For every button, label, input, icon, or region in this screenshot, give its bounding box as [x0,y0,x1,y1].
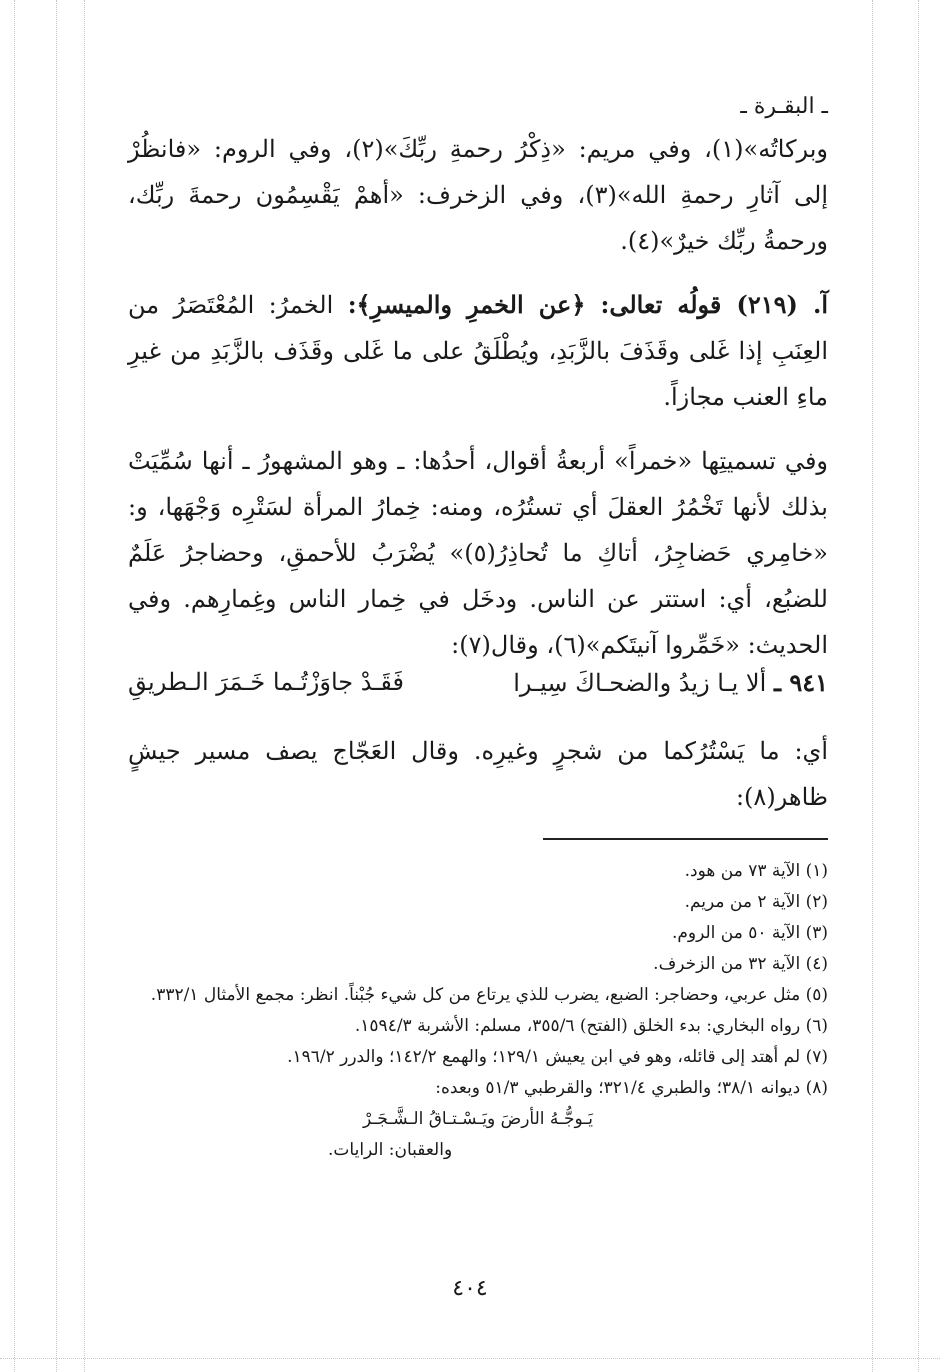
page-number: ٤٠٤ [452,1276,488,1301]
footnote-item: (٤) الآية ٣٢ من الزخرف. [653,954,828,974]
footnote-gloss: والعقبان: الرايات. [328,1140,453,1160]
verse-second-hemistich: فَقَـدْ جاوَزْتُـما خَـمَرَ الـطريقِ [128,668,404,696]
main-text [128,126,828,668]
main-text-continued [128,728,828,820]
scan-guide-line [872,0,873,1372]
scan-guide-line [84,0,85,1372]
scan-guide-line [918,0,919,1372]
paragraph-3: وفي تسميتِها «خمراً» أربعةُ أقوال، أحدُها: ـ وهو المشهورُ ـ أنها سُمِّيَتْ بذلك لأنها تَخْمُرُ العقلَ أي تستُرُه، ومنه: خِمارُ المرأة لسَتْرِه وَجْهَها، و: «خامِري حَضاجِرُ، أتاكِ ما تُحاذِرُ(٥)» يُضْرَبُ للأحمقِ، وحضاجرُ عَلَمٌ للضبُع، أي: استتر عن الناس. ودخَل في خِمار الناس وغِمارِهم. وفي الحديث: «خَمِّروا آنيتَكم»(٦)، وقال(٧): [128,447,828,659]
footnote-item: (١) الآية ٧٣ من هود. [684,861,828,881]
verse-heading: آ. (٢١٩) قولُه تعالى: ﴿عن الخمرِ والميسرِ﴾: [347,290,829,319]
paragraph-1: وبركاتُه»(١)، وفي مريم: «ذِكْرُ رحمةِ ربِّكَ»(٢)، وفي الروم: «فانظُرْ إلى آثارِ رحمةِ الله»(٣)، وفي الزخرف: «أهمْ يَقْسِمُون رحمةَ ربِّك، ورحمةُ ربِّك خيرٌ»(٤). [128,135,828,255]
footnote-poem-line: يَـوجُّـهُ الأرضَ ويَـسْـتـاقُ الـشَّـجَـرْ [362,1109,594,1129]
footnote-item: (٨) ديوانه ٣٨/١؛ والطبري ٣٢١/٤؛ والقرطبي ٥١/٣ وبعده: [435,1078,828,1098]
paragraph-4: أي: ما يَسْتُرُكما من شجرٍ وغيرِه. وقال العَجّاج يصف مسير جيشٍ ظاهر(٨): [128,737,828,811]
scan-guide-line [0,1358,940,1359]
footnote-item: (٣) الآية ٥٠ من الروم. [671,923,828,943]
scan-guide-line [56,0,57,1372]
verse-commentary: الخمرُ: المُعْتَصَرُ من العِنَبِ إذا غَلى وقَذَفَ بالزَّبَدِ، ويُطْلَقُ على ما غَلى وقَذَف بالزَّبَدِ من غيرِ ماءِ العنب مجازاً. [128,291,828,411]
scan-guide-line [14,0,15,1372]
footnote-item: (٥) مثل عربي، وحضاجر: الضبع، يضرب للذي يرتاع من كل شيء جُبْناً. انظر: مجمع الأمثال ٣٣٢/١. [150,985,828,1005]
verse-number: ٩٤١ ـ [773,668,828,697]
footnotes [128,856,828,1166]
footnote-item: (٦) رواه البخاري: بدء الخلق (الفتح) ٣٥٥/٦، مسلم: الأشربة ١٥٩٤/٣. [354,1016,828,1036]
footnote-item: (٢) الآية ٢ من مريم. [684,892,828,912]
poetry-verse [128,668,828,697]
footnote-item: (٧) لم أهتد إلى قائله، وهو في ابن يعيش ١٢٩/١؛ والهمع ١٤٢/٢؛ والدرر ١٩٦/٢. [287,1047,828,1067]
footnote-separator [543,838,828,840]
verse-first-hemistich: ٩٤١ ـ ألا يـا زيدُ والضحـاكَ سِيـرا [513,668,828,697]
running-header: ـ البقـرة ـ [740,94,828,119]
paragraph-2 [128,282,828,420]
